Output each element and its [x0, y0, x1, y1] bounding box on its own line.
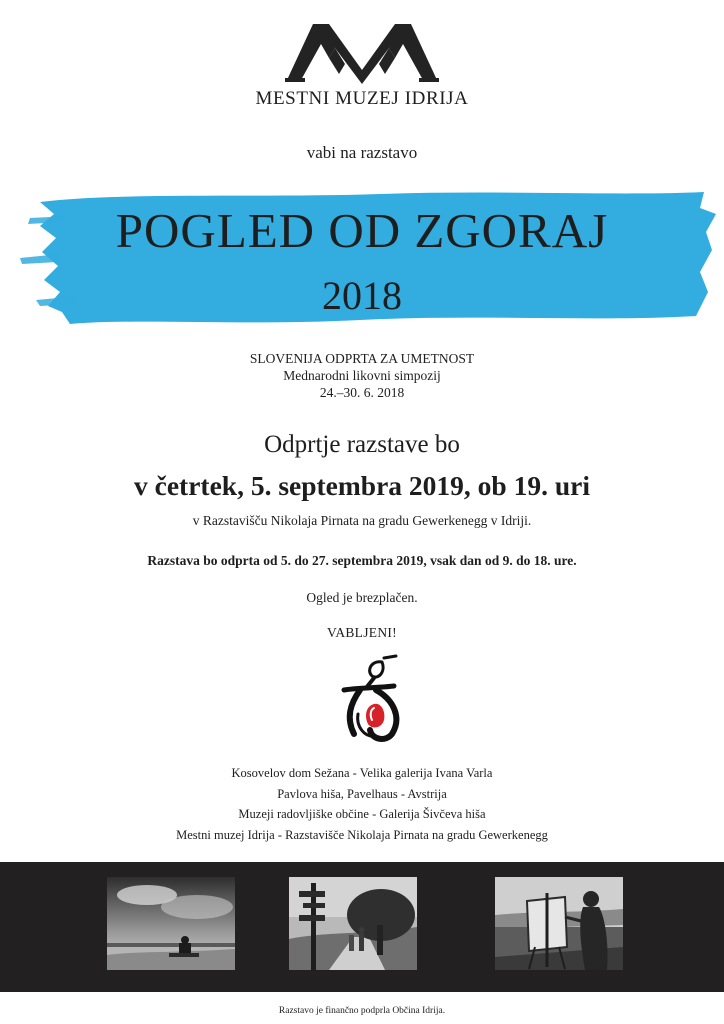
opening-date: v četrtek, 5. septembra 2019, ob 19. uri [134, 470, 590, 501]
opening-location: v Razstavišču Nikolaja Pirnata na gradu Gewerkenegg v Idriji. [192, 513, 532, 528]
exhibition-title: POGLED OD ZGORAJ [115, 203, 609, 258]
welcome-text: VABLJENI! [327, 625, 397, 640]
venue-item: Mestni muzej Idrija - Razstavišče Nikolaja Pirnata na gradu Gewerkenegg [176, 827, 548, 842]
photo-signpost [289, 877, 417, 970]
photo-painter-easel [495, 877, 623, 970]
symposium-line-2: Mednarodni likovni simpozij [283, 368, 441, 383]
exhibition-year: 2018 [322, 273, 402, 318]
free-entry-note: Ogled je brezplačen. [306, 590, 418, 605]
venue-item: Muzeji radovljiške občine - Galerija Šivčeva hiša [238, 807, 486, 821]
opening-intro: Odprtje razstave bo [264, 431, 460, 458]
mmi-logo-icon [283, 22, 441, 84]
symposium-emblem-icon [336, 654, 412, 746]
symposium-info [0, 350, 724, 401]
venue-item: Kosovelov dom Sežana - Velika galerija Ivana Varla [231, 766, 493, 780]
exhibition-duration: Razstava bo odprta od 5. do 27. septembra 2019, vsak dan od 9. do 18. ure. [147, 553, 577, 568]
funding-note: Razstavo je finančno podprla Občina Idrija. [278, 1006, 446, 1016]
photo-artist-sitting [107, 877, 235, 970]
venue-item: Pavlova hiša, Pavelhaus - Avstrija [277, 786, 447, 801]
symposium-dates: 24.–30. 6. 2018 [319, 385, 405, 400]
museum-name: MESTNI MUZEJ IDRIJA [255, 88, 469, 109]
invite-text: vabi na razstavo [306, 143, 418, 162]
symposium-line-1: SLOVENIJA ODPRTA ZA UMETNOST [249, 351, 475, 366]
venue-list [0, 763, 724, 845]
